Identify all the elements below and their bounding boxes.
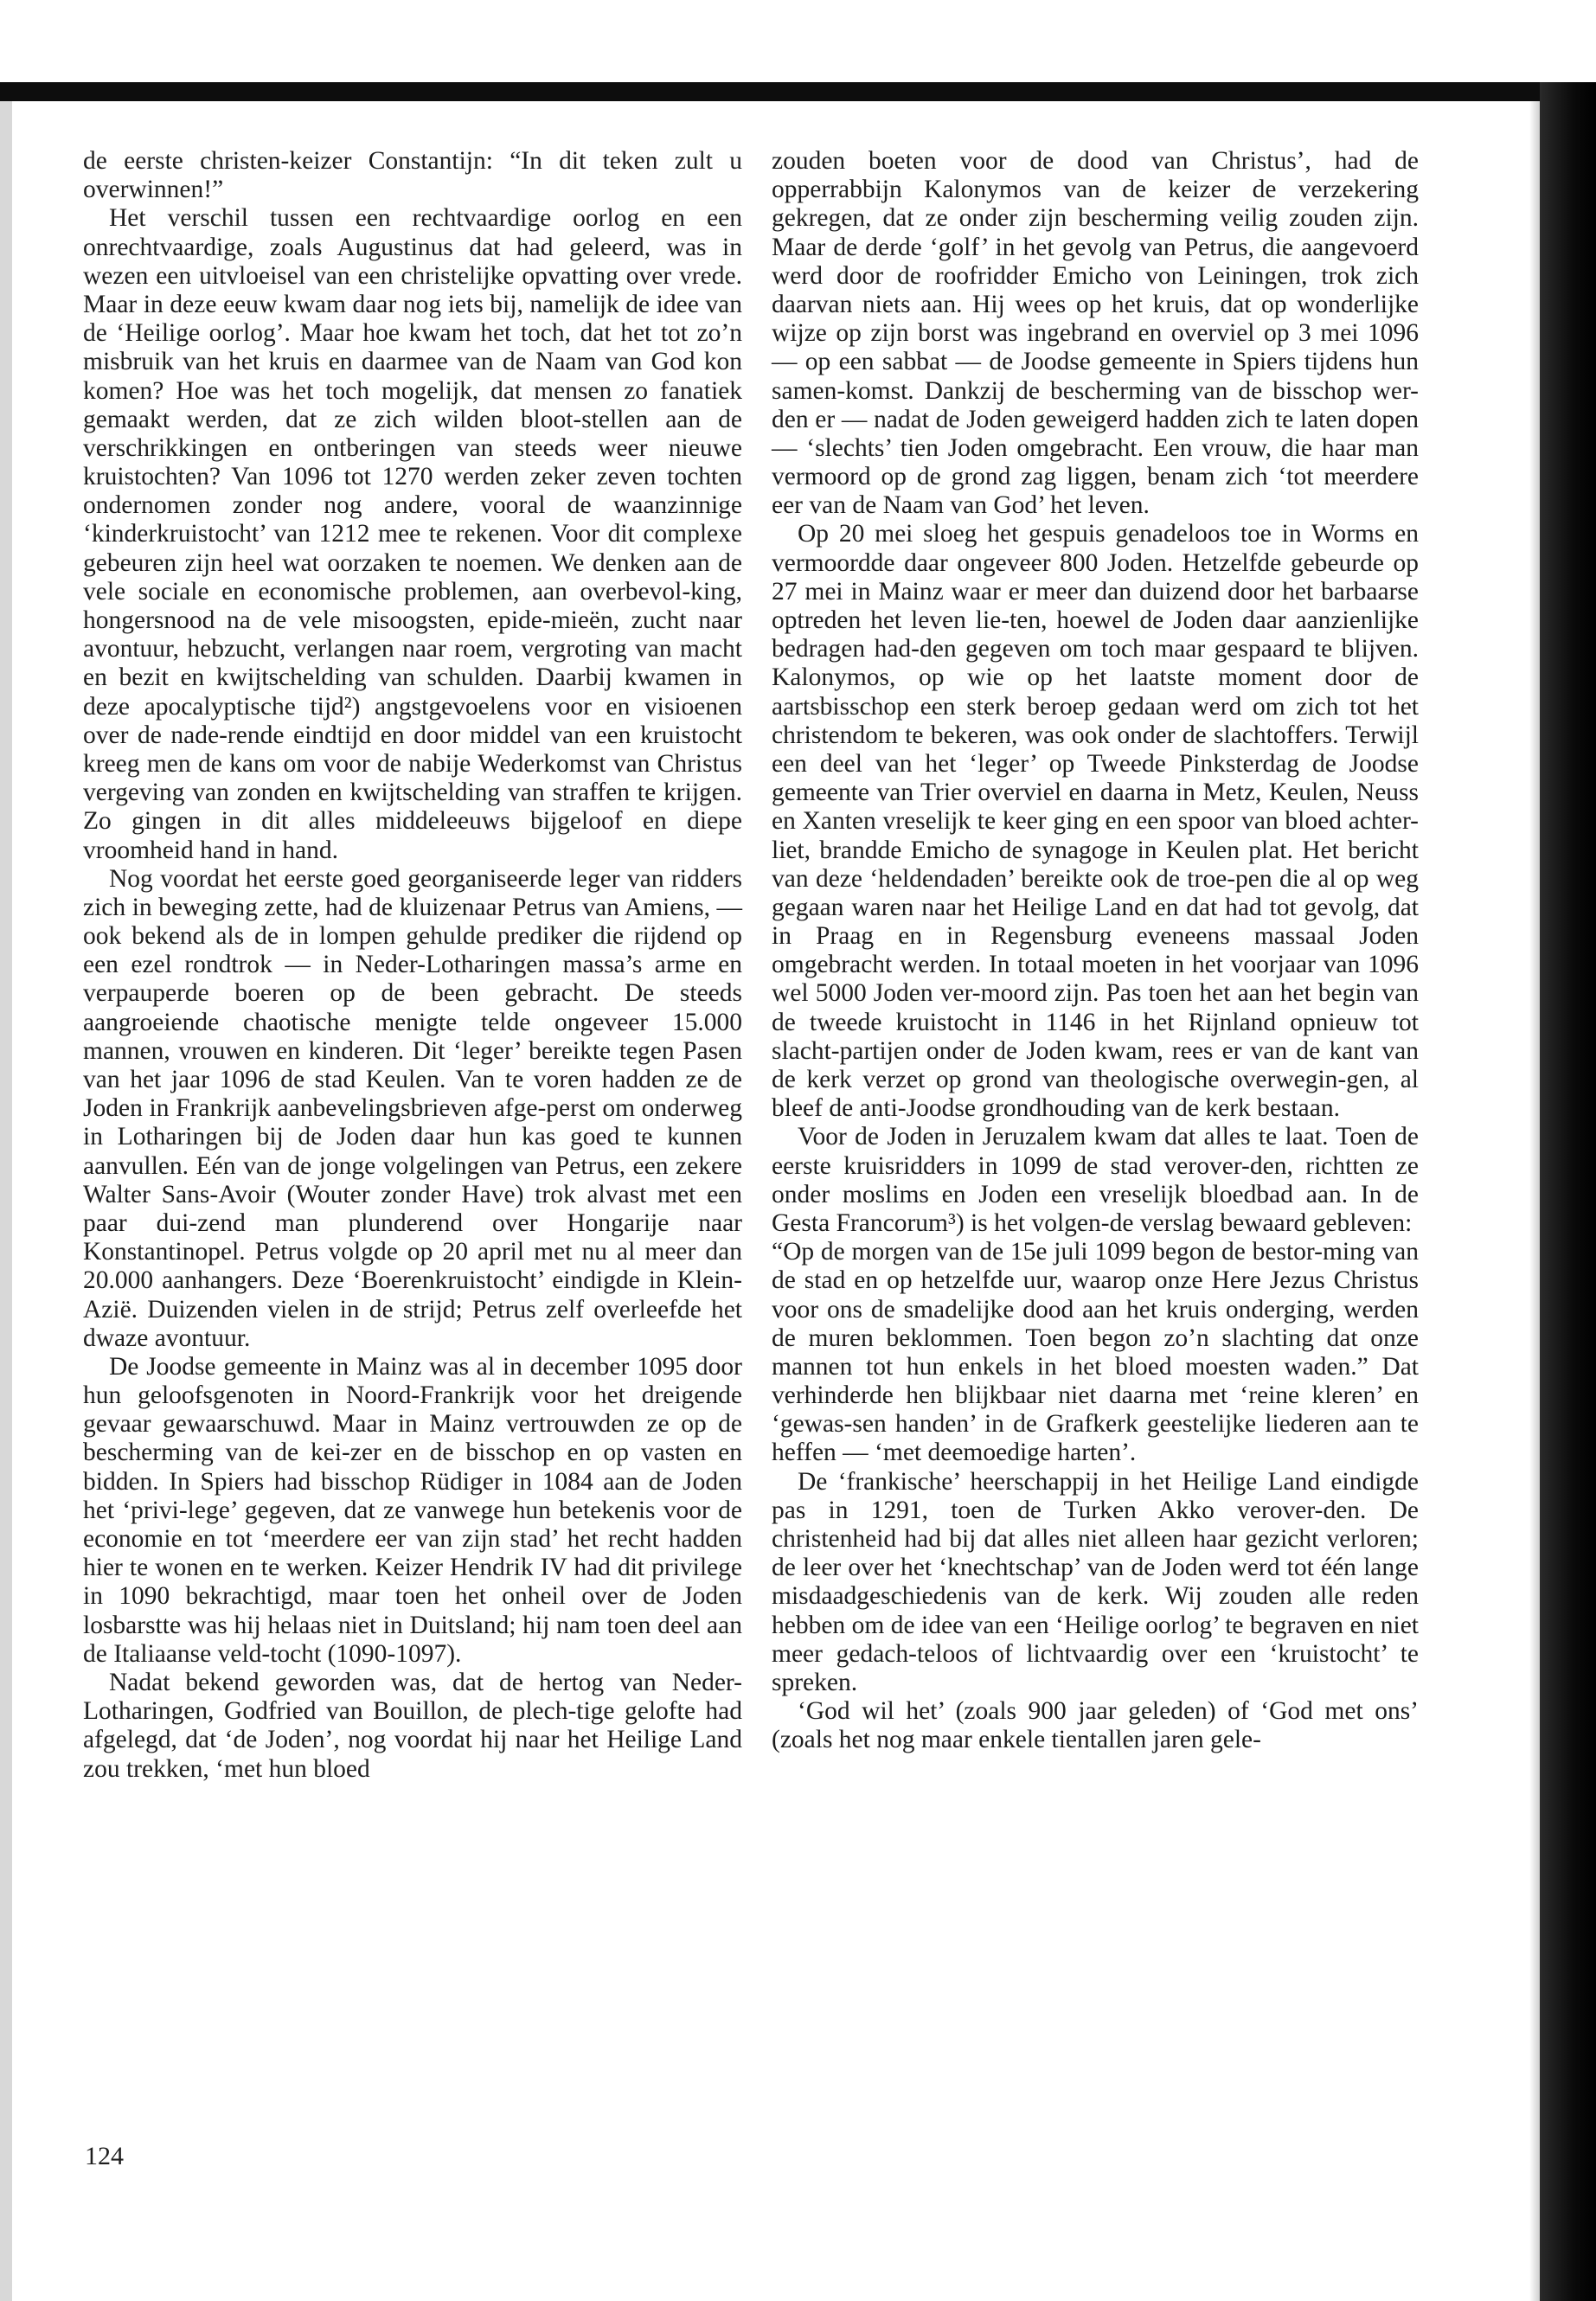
paragraph: de eerste christen-keizer Constantijn: “In dit teken zult u overwinnen!” (83, 147, 742, 204)
right-text-column (772, 147, 1419, 1755)
scan-right-border (1540, 82, 1596, 2301)
scan-page-curl (1529, 101, 1540, 2301)
left-text-column (83, 147, 742, 1784)
paragraph: Het verschil tussen een rechtvaardige oorlog en een onrechtvaardige, zoals Augustinus dat had geleerd, was in wezen een uitvloeisel van een christelijke opvatting over vrede. Maar in deze eeuw kwam daar nog iets bij, namelijk de idee van de ‘Heilige oorlog’. Maar hoe kwam het toch, dat het tot zo’n misbruik van het kruis en daarmee van de Naam van God kon komen? Hoe was het toch mogelijk, dat mensen zo fanatiek gemaakt werden, dat ze zich wilden bloot-stellen aan de verschrikkingen en ontberingen van steeds weer nieuwe kruistochten? Van 1096 tot 1270 werden zeker zeven tochten ondernomen zonder nog andere, vooral de waanzinnige ‘kinderkruistocht’ van 1212 mee te rekenen. Voor dit complexe gebeuren zijn heel wat oorzaken te noemen. We denken aan de vele sociale en economische problemen, aan overbevol-king, hongersnood na de vele misoogsten, epide-mieën, zucht naar avontuur, hebzucht, verlangen naar roem, vergroting van macht en bezit en kwijtschelding van schulden. Daarbij kwamen in deze apocalyptische tijd²) angstgevoelens voor en visioenen over de nade-rende eindtijd en door middel van een kruistocht kreeg men de kans om voor de nabije Wederkomst van Christus vergeving van zonden en kwijtschelding van straffen te krijgen. Zo gingen in dit alles middeleeuws bijgeloof en diepe vroomheid hand in hand. (83, 204, 742, 864)
paragraph: ‘God wil het’ (zoals 900 jaar geleden) of ‘God met ons’ (zoals het nog maar enkele tientallen jaren gele- (772, 1697, 1419, 1754)
page-number: 124 (85, 2142, 124, 2170)
scan-top-border (0, 82, 1596, 101)
paragraph: Nadat bekend geworden was, dat de hertog van Neder-Lotharingen, Godfried van Bouillon, de plech-tige gelofte had afgelegd, dat ‘de Joden’, nog voordat hij naar het Heilige Land zou trekken, ‘met hun bloed (83, 1668, 742, 1783)
paragraph: De Joodse gemeente in Mainz was al in december 1095 door hun geloofsgenoten in Noord-Frankrijk voor het dreigende gevaar gewaarschuwd. Maar in Mainz vertrouwden ze op de bescherming van de kei-zer en de bisschop en op vasten en bidden. In Spiers had bisschop Rüdiger in 1084 aan de Joden het ‘privi-lege’ gegeven, dat ze vanwege hun betekenis voor de economie en tot ‘meerdere eer van zijn stad’ het recht hadden hier te wonen en te werken. Keizer Hendrik IV had dit privilege in 1090 bekrachtigd, maar toen het onheil over de Joden losbarstte was hij helaas niet in Duitsland; hij nam toen deel aan de Italiaanse veld-tocht (1090-1097). (83, 1352, 742, 1668)
paragraph: Op 20 mei sloeg het gespuis genadeloos toe in Worms en vermoordde daar ongeveer 800 Joden. Hetzelfde gebeurde op 27 mei in Mainz waar er meer dan duizend door het barbaarse optreden het leven lie-ten, hoewel de Joden daar aanzienlijke bedragen had-den gegeven om toch maar gespaard te blijven. Kalonymos, op wie op het laatste moment door de aartsbisschop een sterk beroep gedaan werd om zich tot het christendom te bekeren, was ook onder de slachtoffers. Terwijl een deel van het ‘leger’ op Tweede Pinksterdag de Joodse gemeente van Trier overviel en daarna in Metz, Keulen, Neuss en Xanten vreselijk te keer ging en een spoor van bloed achter-liet, brandde Emicho de synagoge in Keulen plat. Het bericht van deze ‘heldendaden’ bereikte ook de troe-pen die al op weg gegaan waren naar het Heilige Land en dat had tot gevolg, dat in Praag en in Regensburg eveneens massaal Joden omgebracht werden. In totaal moeten in het voorjaar van 1096 wel 5000 Joden ver-moord zijn. Pas toen het aan het begin van de tweede kruistocht in 1146 in het Rijnland opnieuw tot slacht-partijen onder de Joden kwam, rees er van de kant van de kerk verzet op grond van theologische overwegin-gen, al bleef de anti-Joodse grondhouding van de kerk bestaan. (772, 520, 1419, 1123)
paragraph: zouden boeten voor de dood van Christus’, had de opperrabbijn Kalonymos van de keizer de verzekering gekregen, dat ze onder zijn bescherming veilig zouden zijn. Maar de derde ‘golf’ in het gevolg van Petrus, die aangevoerd werd door de roofridder Emicho von Leiningen, trok zich daarvan niets aan. Hij wees op het kruis, dat op wonderlijke wijze op zijn borst was ingebrand en overviel op 3 mei 1096 — op een sabbat — de Joodse gemeente in Spiers tijdens hun samen-komst. Dankzij de bescherming van de bisschop wer-den er — nadat de Joden geweigerd hadden zich te laten dopen — ‘slechts’ tien Joden omgebracht. Een vrouw, die haar man vermoord op de grond zag liggen, benam zich ‘tot meerdere eer van de Naam van God’ het leven. (772, 147, 1419, 520)
scan-left-edge (0, 101, 12, 2301)
paragraph: “Op de morgen van de 15e juli 1099 begon de bestor-ming van de stad en op hetzelfde uur, waarop onze Here Jezus Christus voor ons de smadelijke dood aan het kruis onderging, werden de muren beklommen. Toen begon zo’n slachting dat onze mannen tot hun enkels in het bloed moesten waden.” Dat verhinderde hen blijkbaar niet daarna met ‘reine kleren’ en ‘gewas-sen handen’ in de Grafkerk geestelijke liederen aan te heffen — ‘met deemoedige harten’. (772, 1238, 1419, 1467)
paragraph: De ‘frankische’ heerschappij in het Heilige Land eindigde pas in 1291, toen de Turken Akko verover-den. De christenheid had bij dat alles niet alleen haar gezicht verloren; de leer over het ‘knechtschap’ van de Joden werd tot één lange misdaadgeschiedenis van de kerk. Wij zouden alle reden hebben om de idee van een ‘Heilige oorlog’ te begraven en niet meer gedach-teloos of lichtvaardig over een ‘kruistocht’ te spreken. (772, 1467, 1419, 1696)
paragraph: Nog voordat het eerste goed georganiseerde leger van ridders zich in beweging zette, had de kluizenaar Petrus van Amiens, — ook bekend als de in lompen gehulde prediker die rijdend op een ezel rondtrok — in Neder-Lotharingen massa’s arme en verpauperde boeren op de been gebracht. De steeds aangroeiende chaotische menigte telde ongeveer 15.000 mannen, vrouwen en kinderen. Dit ‘leger’ bereikte tegen Pasen van het jaar 1096 de stad Keulen. Van te voren hadden ze de Joden in Frankrijk aanbevelingsbrieven afge-perst om onderweg in Lotharingen bij de Joden daar hun kas goed te kunnen aanvullen. Eén van de jonge volgelingen van Petrus, een zekere Walter Sans-Avoir (Wouter zonder Have) trok alvast met een paar dui-zend man plunderend over Hongarije naar Konstantinopel. Petrus volgde op 20 april met nu al meer dan 20.000 aanhangers. Deze ‘Boerenkruistocht’ eindigde in Klein-Azië. Duizenden vielen in de strijd; Petrus zelf overleefde het dwaze avontuur. (83, 864, 742, 1352)
paragraph: Voor de Joden in Jeruzalem kwam dat alles te laat. Toen de eerste kruisridders in 1099 de stad verover-den, richtten ze onder moslims en Joden een vreselijk bloedbad aan. In de Gesta Francorum³) is het volgen-de verslag bewaard gebleven: (772, 1123, 1419, 1237)
